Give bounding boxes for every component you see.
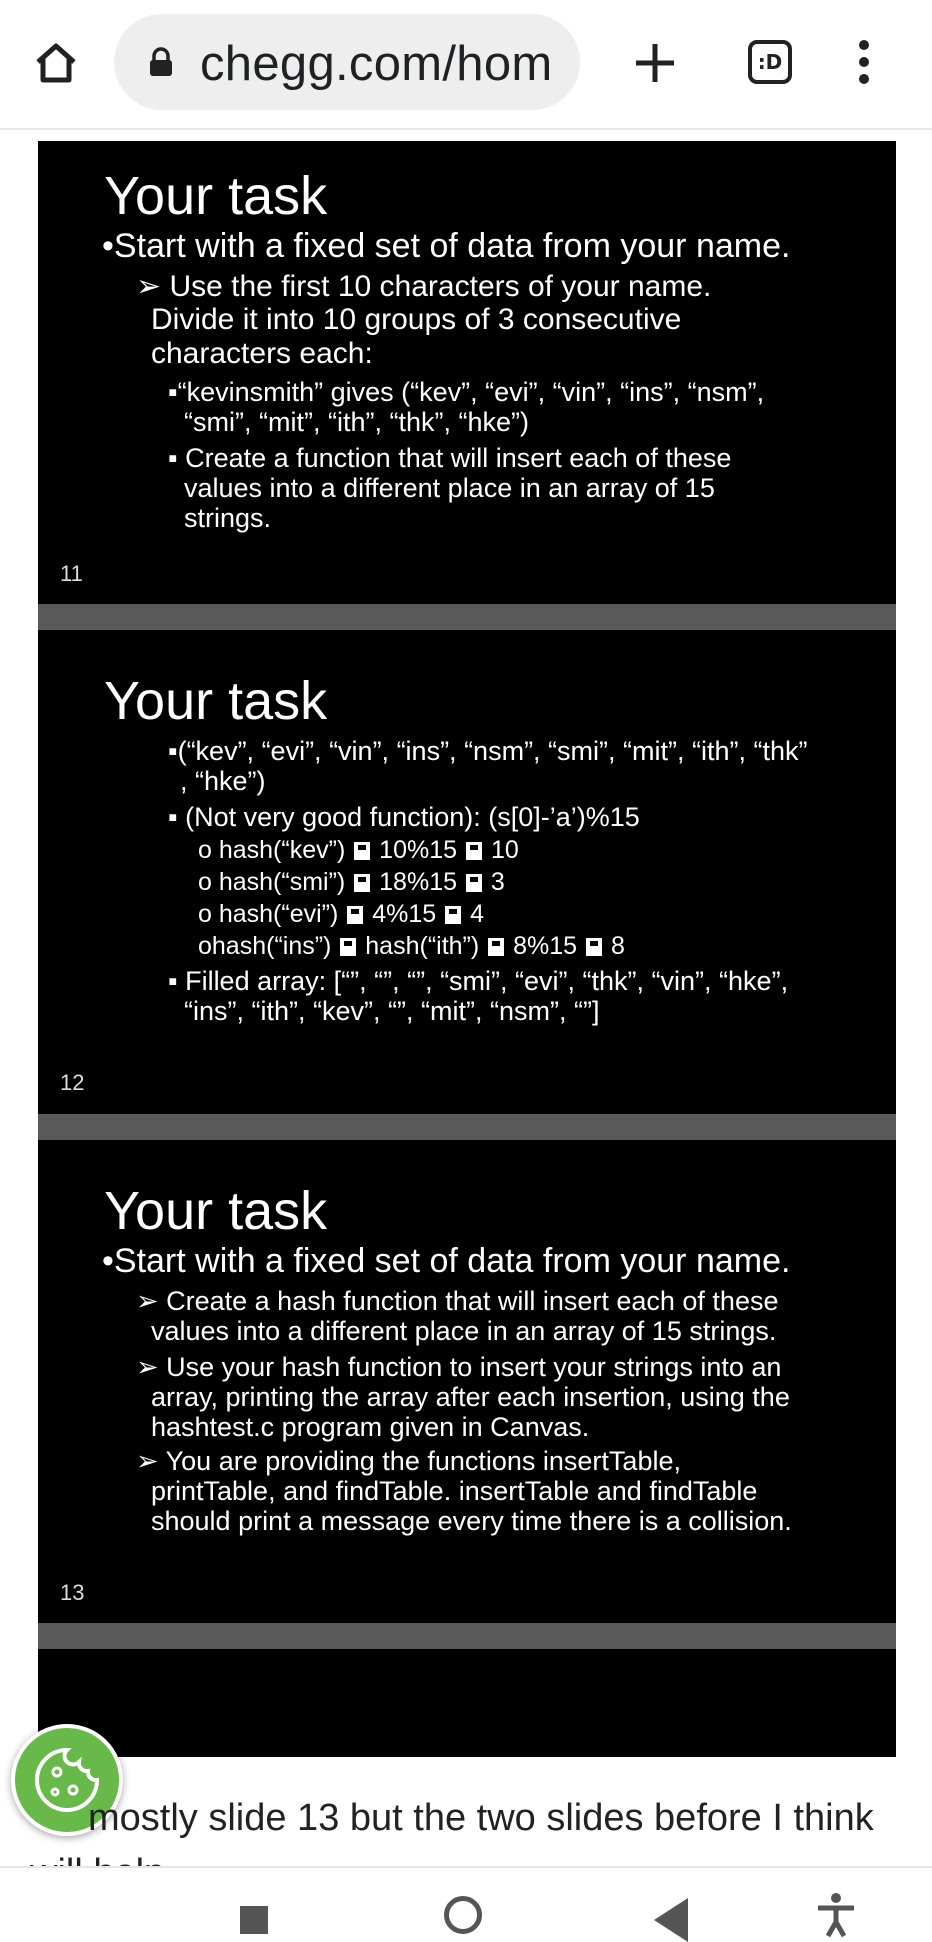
slide-line: ➢ You are providing the functions insertTable,	[136, 1446, 681, 1476]
arrow-glyph-icon	[347, 906, 363, 924]
slide-line: Divide it into 10 groups of 3 consecutive	[151, 303, 682, 336]
slide-line: , “hke”)	[180, 766, 266, 796]
slide-divider	[38, 604, 896, 630]
slide-line: ▪(“kev”, “evi”, “vin”, “ins”, “nsm”, “smi”, “mit”, “ith”, “thk”	[168, 736, 808, 766]
slide-divider	[38, 1623, 896, 1649]
new-tab-icon[interactable]	[630, 38, 680, 88]
arrow-glyph-icon	[466, 874, 482, 892]
slide-line: array, printing the array after each insertion, using the	[151, 1382, 790, 1412]
slide-line: ▪ Filled array: [“”, “”, “”, “smi”, “evi”, “thk”, “vin”, “hke”,	[168, 966, 789, 996]
slide-title: Your task	[104, 166, 328, 226]
more-menu-icon[interactable]	[856, 40, 872, 88]
arrow-glyph-icon	[488, 938, 504, 956]
slide-line: •Start with a fixed set of data from your name.	[102, 1242, 791, 1280]
arrow-glyph-icon	[354, 842, 370, 860]
slide-11	[38, 141, 896, 604]
question-caption: mostly slide 13 but the two slides before I think	[88, 1797, 874, 1839]
arrow-glyph-icon	[445, 906, 461, 924]
slide-number: 12	[60, 1070, 85, 1095]
home-nav-icon[interactable]	[444, 1896, 482, 1934]
slide-13	[38, 1140, 896, 1623]
arrow-glyph-icon	[466, 842, 482, 860]
arrow-glyph-icon	[354, 874, 370, 892]
hash-line: o hash(“smi”) 18%15 3	[198, 868, 505, 896]
address-bar[interactable]	[114, 14, 580, 110]
slide-line: ➢ Use the first 10 characters of your name.	[136, 270, 712, 303]
slide-line: ➢ Create a hash function that will insert each of these	[136, 1286, 779, 1316]
slide-line: should print a message every time there is a collision.	[151, 1506, 792, 1536]
slide-line: “smi”, “mit”, “ith”, “thk”, “hke”)	[184, 407, 529, 437]
slide-number: 11	[60, 561, 83, 586]
back-icon[interactable]	[654, 1898, 688, 1942]
tab-switcher-label: :D	[757, 50, 783, 74]
hash-line: ohash(“ins”) hash(“ith”) 8%15 8	[198, 932, 625, 960]
arrow-glyph-icon	[340, 938, 356, 956]
slide-line: ➢ Use your hash function to insert your strings into an	[136, 1352, 782, 1382]
slide-line: ▪“kevinsmith” gives (“kev”, “evi”, “vin”, “ins”, “nsm”,	[168, 377, 765, 407]
browser-toolbar	[0, 0, 932, 130]
slide-number: 13	[60, 1580, 85, 1605]
arrow-glyph-icon	[586, 938, 602, 956]
slide-line: values into a different place in an array of 15 strings.	[151, 1316, 777, 1346]
slide-title: Your task	[104, 1181, 328, 1241]
system-nav-bar	[0, 1866, 932, 1921]
hash-line: o hash(“evi”) 4%15 4	[198, 900, 484, 928]
slide-14-partial	[38, 1649, 896, 1757]
slide-divider	[38, 1114, 896, 1140]
slide-12	[38, 630, 896, 1114]
lock-icon	[148, 48, 174, 76]
accessibility-icon[interactable]	[814, 1892, 858, 1936]
slide-title: Your task	[104, 671, 328, 731]
tab-switcher-button[interactable]	[748, 40, 792, 84]
slide-line: strings.	[184, 503, 272, 533]
slide-line: hashtest.c program given in Canvas.	[151, 1412, 590, 1442]
slide-line: characters each:	[151, 337, 373, 370]
slide-line: values into a different place in an array of 15	[184, 473, 715, 503]
slide-line: ▪ Create a function that will insert each of these	[168, 443, 732, 473]
slide-line: “ins”, “ith”, “kev”, “”, “mit”, “nsm”, “”]	[184, 996, 600, 1026]
recents-icon[interactable]	[240, 1906, 268, 1934]
hash-line: o hash(“kev”) 10%15 10	[198, 836, 519, 864]
url-text: chegg.com/hom	[200, 37, 553, 91]
slide-line: printTable, and findTable. insertTable and findTable	[151, 1476, 758, 1506]
slide-line: •Start with a fixed set of data from your name.	[102, 227, 791, 265]
home-icon[interactable]	[32, 38, 80, 86]
slide-line: ▪ (Not very good function): (s[0]-’a’)%15	[168, 802, 640, 832]
